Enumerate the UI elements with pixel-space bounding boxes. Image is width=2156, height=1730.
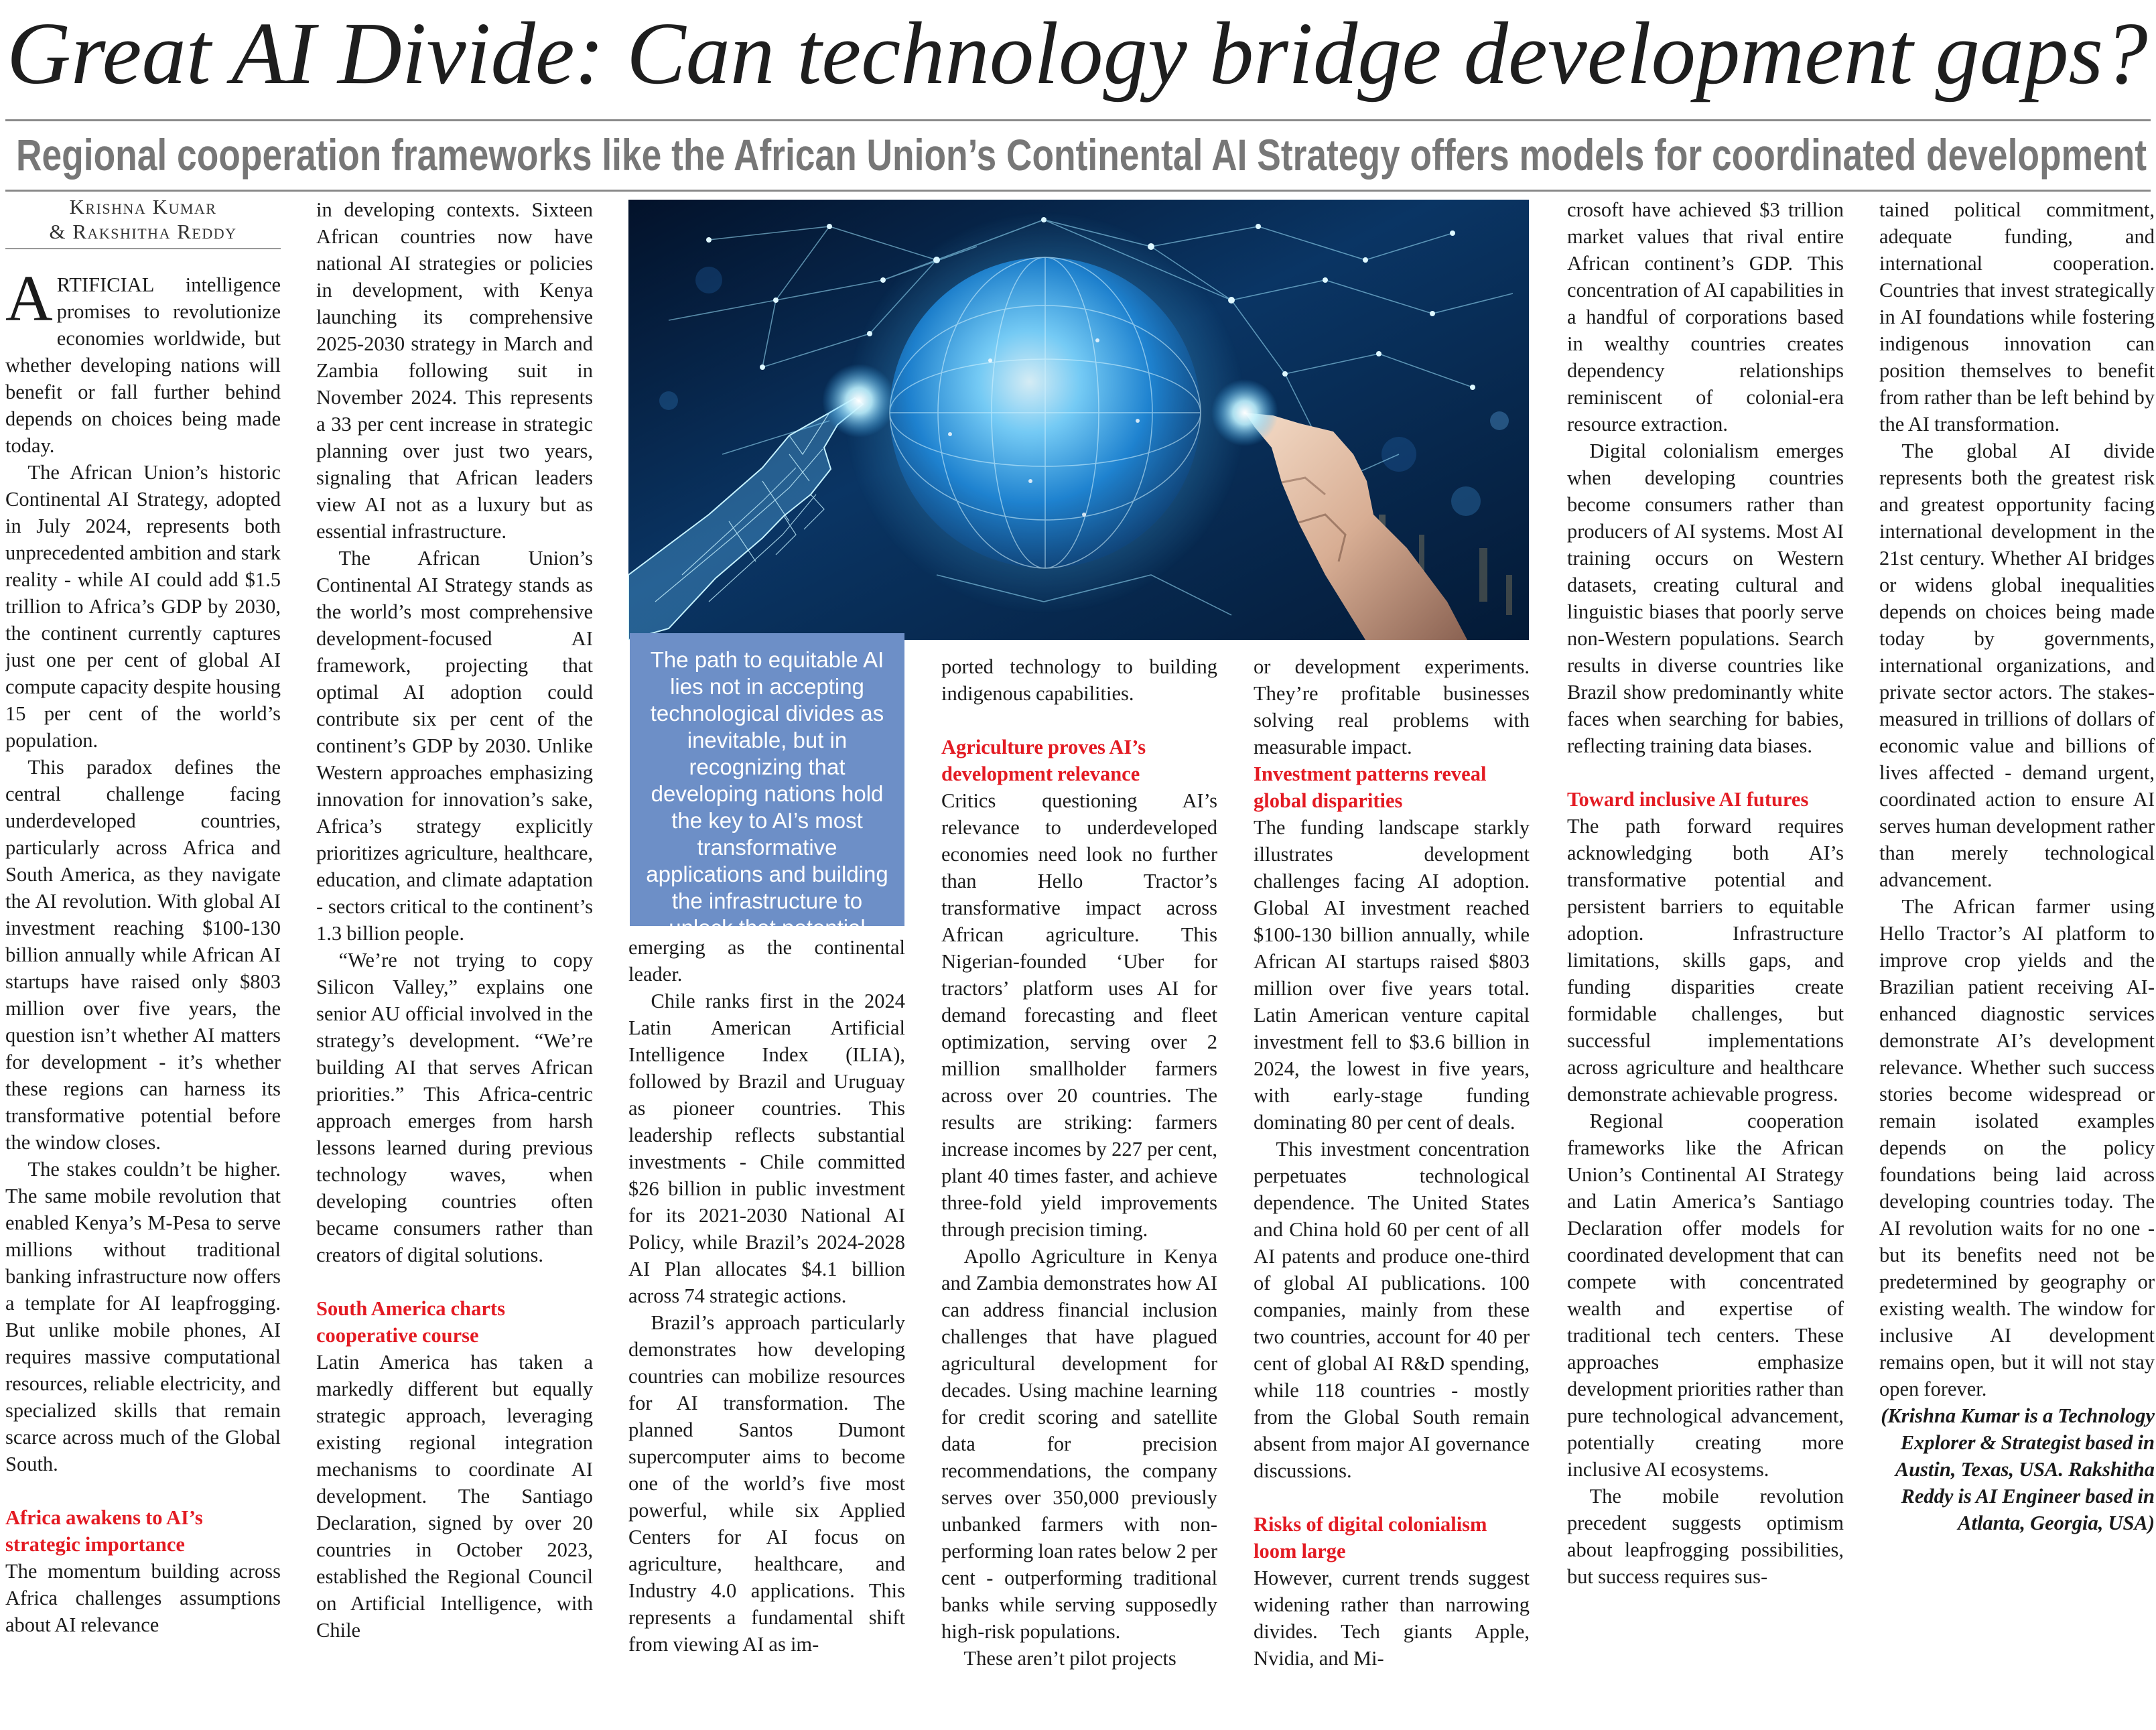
byline-author-2: & Rakshitha Reddy bbox=[49, 220, 237, 243]
section-heading: Africa awakens to AI’s strategic importance bbox=[5, 1506, 203, 1556]
paragraph: The African Union’s Continental AI Strategy stands as the world’s most comprehensive development-focused AI framework, projecting that optimal AI adoption could contribute six per cent of the continent’s GDP by 2030. Unlike Western approaches emphasizing innovation for innovation’s sake, Africa’s strategy explicitly prioritizes agriculture, healthcare, education, and climate adaptation - sectors critical to the continent’s 1.3 billion people. bbox=[316, 547, 593, 945]
paragraph: Apollo Agriculture in Kenya and Zambia demonstrates how AI can address financial inclusion challenges that have plagued agricultural development for decades. Using machine learning for credit scoring and satellite data for precision recommendations, the company serves over 350,000 previously unbanked farmers with non-performing loan rates below 2 per cent - outperforming traditional banks while serving supposedly high-risk populations. bbox=[941, 1245, 1217, 1643]
drop-cap: A bbox=[5, 271, 53, 335]
column-7 bbox=[1879, 196, 2155, 1727]
column-1 bbox=[5, 271, 281, 1727]
headline: Great AI Divide: Can technology bridge development gaps? bbox=[7, 4, 2148, 103]
paragraph: Critics questioning AI’s relevance to underdeveloped economies need look no further than Hello Tractor’s transformative impact across African agriculture. This Nigerian-founded ‘Uber for tractors’ platform uses AI for demand forecasting and fleet optimization, serving over 2 million smallholder farmers across over 20 countries. The results are striking: farmers increase incomes by 227 per cent, plant 40 times faster, and achieve three-fold yield improvements through precision timing. bbox=[941, 789, 1217, 1241]
paragraph: Brazil’s approach particularly demonstrates how developing countries can mobilize resources for AI transformation. The planned Santos Dumont supercomputer aims to become one of the world’s five most powerful, while six Applied Centers for AI focus on agriculture, healthcare, and Industry 4.0 applications. This represents a fundamental shift from viewing AI as im- bbox=[628, 1311, 905, 1656]
author-bio: (Krishna Kumar is a Technology Explorer & Strategist based in Austin, Texas, USA. Rakshitha Reddy is AI Engineer based in Atlanta, Georgia, USA) bbox=[1881, 1404, 2155, 1534]
column-4 bbox=[941, 653, 1217, 1727]
paragraph: ported technology to building indigenous capabilities. bbox=[941, 655, 1217, 705]
column-2 bbox=[316, 196, 593, 1727]
paragraph: These aren’t pilot projects bbox=[963, 1647, 1176, 1670]
paragraph: The African Union’s historic Continental AI Strategy, adopted in July 2024, represents both unprecedented ambition and stark reality - while AI could add $1.5 trillion to Africa’s GDP by 2030, the continent currently captures just one per cent of global AI compute capacity despite housing 15 per cent of the world’s population. bbox=[5, 461, 281, 752]
headline-rule bbox=[5, 119, 2151, 121]
section-heading: Toward inclusive AI futures bbox=[1567, 788, 1809, 811]
paragraph: This paradox defines the central challenge facing underdeveloped countries, particularly across Africa and South America, as they navigate the AI revolution. With global AI investment reaching $100-130 billion annually while African AI startups have raised only $803 million over five years, the question isn’t whether AI matters for development - it’s whether these regions can harness its transformative potential before the window closes. bbox=[5, 756, 281, 1154]
section-heading: South America charts cooperative course bbox=[316, 1297, 505, 1347]
paragraph: “We’re not trying to copy Silicon Valley,” explains one senior AU official involved in the strategy’s development. “We’re building AI that serves African priorities.” This Africa-centric approach emerges from harsh lessons learned during previous technology waves, when developing countries often became consumers rather than creators of digital solutions. bbox=[316, 949, 593, 1266]
byline-rule bbox=[5, 248, 281, 249]
paragraph: Chile ranks first in the 2024 Latin American Artificial Intelligence Index (ILIA), followed by Brazil and Uruguay as pioneer countries. This leadership reflects substantial investments - Chile committed $26 billion in public investment for its 2021-2030 National AI Policy, while Brazil’s 2024-2028 AI Plan allocates $4.1 billion across 74 strategic actions. bbox=[628, 990, 905, 1307]
paragraph: tained political commitment, adequate funding, and international cooperation. Countries that invest strategically in AI foundations while fostering indigenous innovation can position themselves to benefit from rather than be left behind by the AI transformation. bbox=[1879, 198, 2155, 436]
subheadline: Regional cooperation frameworks like the African Union’s Continental AI Strategy offers models for coordinated development bbox=[16, 130, 2147, 180]
paragraph: The momentum building across Africa challenges assumptions about AI relevance bbox=[5, 1560, 281, 1636]
paragraph: Regional cooperation frameworks like the African Union’s Continental AI Strategy and Latin America’s Santiago Declaration offer models for coordinated development that can compete with concentrated wealth and expertise of traditional tech centers. These approaches emphasize development priorities rather than pure technological advancement, potentially creating more inclusive AI ecosystems. bbox=[1567, 1110, 1844, 1481]
subheadline-rule bbox=[5, 190, 2151, 192]
globe bbox=[844, 212, 1246, 614]
paragraph: Digital colonialism emerges when developing countries become consumers rather than producers of AI systems. Most AI training occurs on Western datasets, creating cultural and linguistic biases that poorly serve non-Western populations. Search results in diverse countries like Brazil show predominantly white faces when searching for babies, reflecting training data biases. bbox=[1567, 440, 1844, 757]
hero-image bbox=[628, 200, 1529, 640]
paragraph: The funding landscape starkly illustrates development challenges facing AI adoption. Global AI investment reached $100-130 billion annually, while African AI startups raised $803 million over five years total. Latin American venture capital investment fell to $3.6 billion in 2024, the lowest in five years, with early-stage funding dominating 80 per cent of deals. bbox=[1254, 816, 1530, 1134]
section-heading: Agriculture proves AI’s development relevance bbox=[941, 736, 1146, 785]
paragraph: However, current trends suggest widening rather than narrowing divides. Tech giants Apple, Nvidia, and Mi- bbox=[1254, 1567, 1530, 1670]
paragraph: The mobile revolution precedent suggests optimism about leapfrogging possibilities, but success requires sus- bbox=[1567, 1485, 1844, 1588]
lead-paragraph bbox=[5, 271, 281, 459]
paragraph: emerging as the continental leader. bbox=[628, 936, 905, 986]
section-heading: Investment patterns reveal global disparities bbox=[1254, 762, 1487, 812]
column-6 bbox=[1567, 196, 1844, 1727]
paragraph: This investment concentration perpetuates technological dependence. The United States and China hold 60 per cent of all AI patents and produce one-third of global AI publications. 100 companies, mainly from these two countries, account for 40 per cent of global AI R&D spending, while 118 countries - mostly from the Global South remain absent from major AI governance discussions. bbox=[1254, 1138, 1530, 1482]
paragraph: crosoft have achieved $3 trillion market values that rival entire African continent’s GDP. This concentration of AI capabilities in a handful of corporations based in wealthy countries creates dependency relationships reminiscent of colonial-era resource extraction. bbox=[1567, 198, 1844, 436]
lead-paragraph-text: RTIFICIAL intelligence promises to revolutionize economies worldwide, but whether developing nations will benefit or fall further behind depends on choices being made today. bbox=[5, 273, 281, 457]
paragraph: in developing contexts. Sixteen African countries now have national AI strategies or policies in development, with Kenya launching its comprehensive 2025-2030 strategy in March and Zambia following suit in November 2024. This represents a 33 per cent increase in strategic planning over just two years, signaling that African leaders view AI not as a luxury but as essential infrastructure. bbox=[316, 198, 593, 543]
column-3 bbox=[628, 934, 905, 1727]
byline-author-1: Krishna Kumar bbox=[69, 195, 217, 218]
paragraph: The path forward requires acknowledging both AI’s transformative potential and persistent barriers to equitable adoption. Infrastructure limitations, skills gaps, and funding disparities create formidable challenges, but successful implementations across agriculture and healthcare demonstrate achievable progress. bbox=[1567, 815, 1844, 1106]
paragraph: The global AI divide represents both the greatest risk and greatest opportunity facing international development in the 21st century. Whether AI bridges or widens global inequalities depends on choices being made today by governments, international organizations, and private sector actors. The stakes-measured in trillions of dollars of economic value and billions of lives affected - demand urgent, coordinated action to ensure AI serves human development rather than merely technological advancement. bbox=[1879, 440, 2155, 891]
byline bbox=[5, 194, 281, 244]
paragraph: The stakes couldn’t be higher. The same mobile revolution that enabled Kenya’s M-Pesa to serve millions without traditional banking infrastructure now offers a template for AI leapfrogging. But unlike mobile phones, AI requires massive computational resources, reliable electricity, and specialized skills that remain scarce across much of the Global South. bbox=[5, 1158, 281, 1475]
section-heading: Risks of digital colonialism loom large bbox=[1254, 1513, 1487, 1562]
column-5 bbox=[1254, 653, 1530, 1727]
paragraph: or development experiments. They’re profitable businesses solving real problems with measurable impact. bbox=[1254, 655, 1530, 758]
ai-hands-globe-illustration bbox=[628, 200, 1529, 640]
pull-quote: The path to equitable AI lies not in accepting technological divides as inevitable, but in recognizing that developing nations hold the key to AI’s most transformative applications and building the infrastructure to unlock that potential bbox=[630, 633, 904, 926]
paragraph: The African farmer using Hello Tractor’s AI platform to improve crop yields and the Brazilian patient receiving AI-enhanced diagnostic services demonstrate AI’s development relevance. Whether such success stories become widespread or remain isolated examples depends on the policy foundations being laid across developing countries today. The AI revolution waits for no one - but its benefits need not be predetermined by geography or existing wealth. The window for inclusive AI development remains open, but it will not stay open forever. bbox=[1879, 895, 2155, 1400]
paragraph: Latin America has taken a markedly different but equally strategic approach, leveraging existing regional integration mechanisms to coordinate AI development. The Santiago Declaration, signed by over 20 countries in October 2023, established the Regional Council on Artificial Intelligence, with Chile bbox=[316, 1351, 593, 1642]
